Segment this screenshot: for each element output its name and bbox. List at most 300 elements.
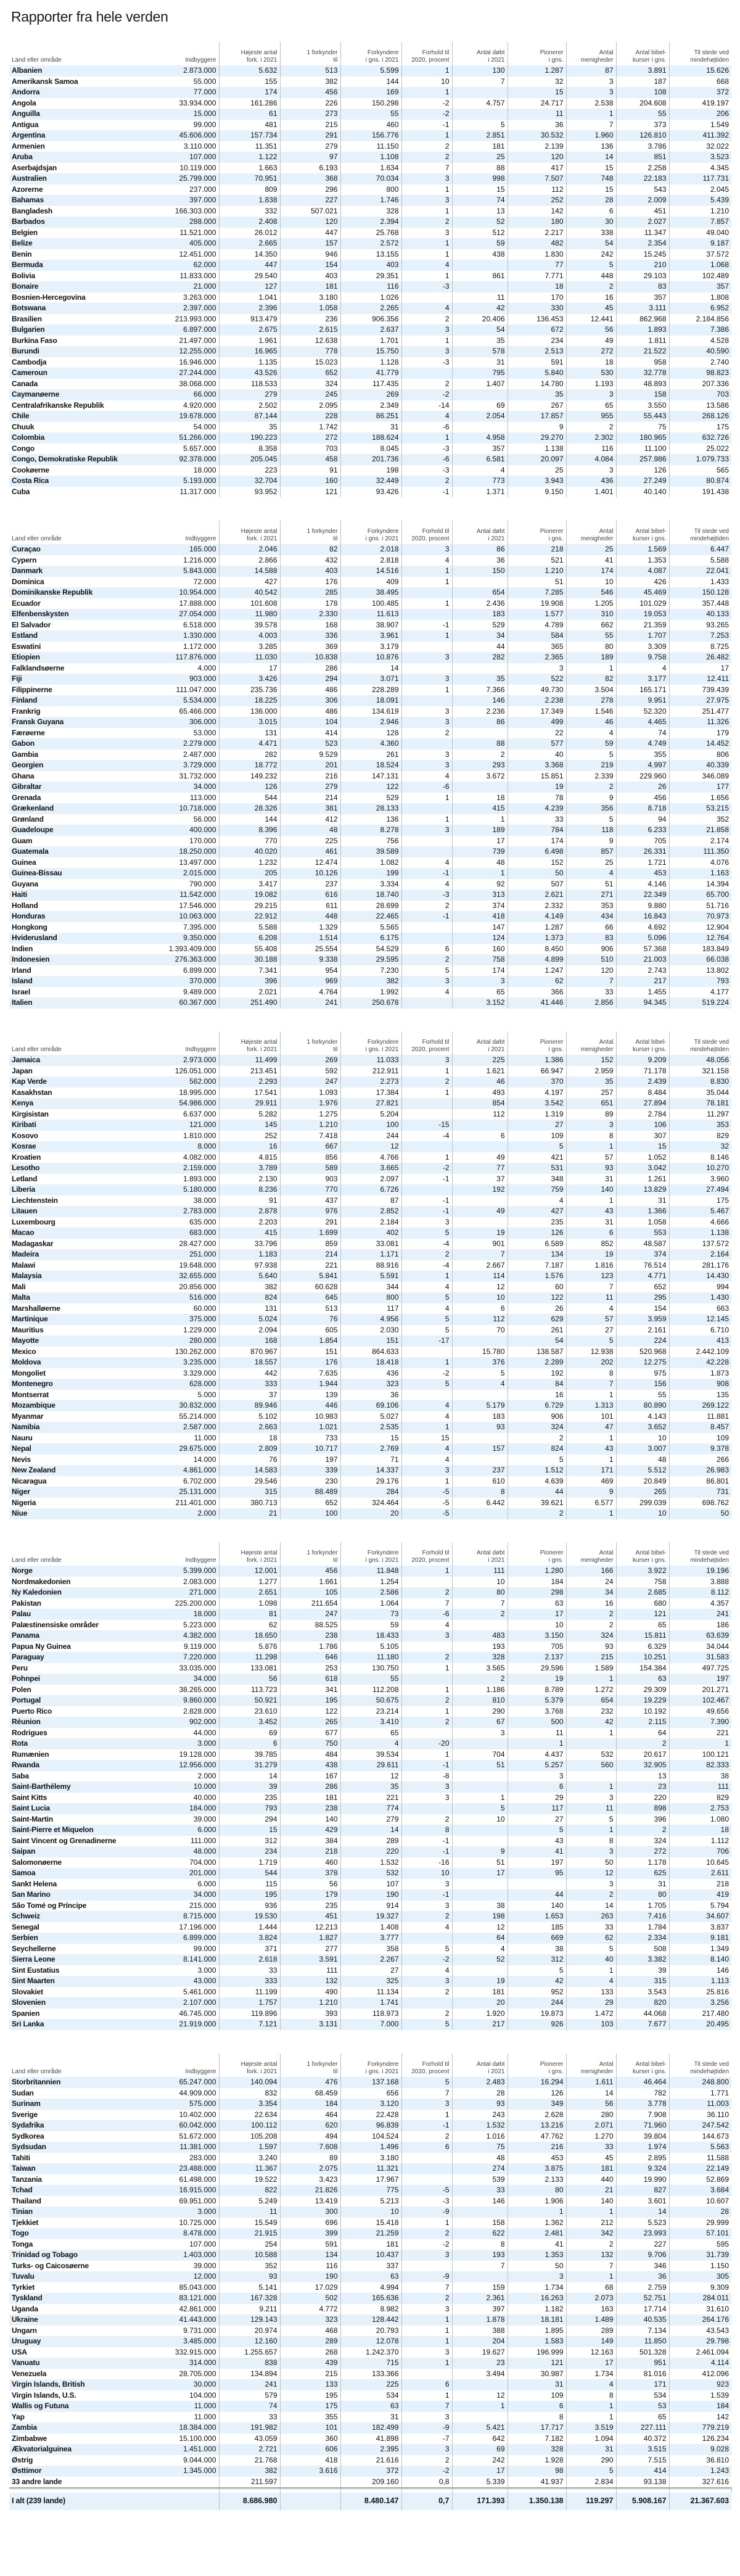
cell-pioneers: 1.928	[508, 2455, 566, 2466]
cell-avg-publishers: 198	[340, 465, 401, 476]
cell-peak-publishers: 190.223	[219, 432, 280, 444]
cell-baptized	[452, 2412, 508, 2423]
cell-peak-publishers: 56	[219, 1674, 280, 1685]
table-row	[9, 1239, 731, 1250]
cell-congregations: 49	[566, 336, 616, 347]
cell-pioneers: 2.289	[508, 1357, 566, 1368]
cell-percent-change: 3	[401, 674, 452, 685]
cell-peak-publishers: 126	[219, 782, 280, 793]
cell-congregations: 24	[566, 1577, 616, 1588]
cell-baptized: 35	[452, 336, 508, 347]
cell-country: Estland	[9, 630, 163, 642]
cell-population: 23.488.000	[163, 2163, 219, 2174]
cell-ratio: 464	[280, 2110, 340, 2121]
cell-congregations: 16	[566, 292, 616, 303]
cell-pioneers: 17.717	[508, 2422, 566, 2434]
cell-avg-publishers: 14	[340, 663, 401, 674]
cell-peak-publishers: 3.354	[219, 2099, 280, 2110]
cell-population: 2.587.000	[163, 1422, 219, 1433]
cell-country: Surinam	[9, 2099, 163, 2110]
cell-congregations: 6	[566, 206, 616, 217]
cell-congregations: 9	[566, 793, 616, 804]
cell-avg-publishers: 2.818	[340, 555, 401, 566]
cell-country: Ecuador	[12, 598, 41, 608]
cell-memorial-attendance: 305	[669, 2271, 731, 2282]
cell-bible-studies: 81.016	[616, 2369, 669, 2380]
cell-bible-studies: 3.382	[616, 1954, 669, 1965]
cell-ratio: 7.608	[280, 2142, 340, 2153]
cell-ratio: 237	[280, 879, 340, 890]
cell-percent-change: -9	[401, 2207, 452, 2218]
table-row	[9, 1487, 731, 1498]
cell-memorial-attendance: 793	[669, 976, 731, 987]
cell-congregations: 263	[566, 1911, 616, 1922]
cell-pioneers: 142	[508, 206, 566, 217]
cell-population: 3.235.000	[163, 1357, 219, 1368]
cell-memorial-attendance: 6.710	[710, 1325, 729, 1334]
spacer-cell	[452, 2488, 508, 2493]
cell-percent-change: 6	[401, 944, 452, 955]
cell-memorial-attendance: 4.528	[710, 336, 729, 345]
cell-percent-change: 5	[401, 1325, 452, 1336]
cell-bible-studies: 39	[616, 1965, 669, 1976]
cell-avg-publishers: 69.106	[340, 1400, 401, 1411]
cell-ratio: 181	[280, 281, 340, 292]
table-row	[9, 357, 731, 368]
cell-memorial-attendance: 197	[669, 1674, 731, 1685]
cell-percent-change: -3	[401, 281, 452, 292]
cell-peak-publishers: 14.583	[219, 1465, 280, 1476]
cell-avg-publishers: 29.595	[340, 954, 401, 965]
cell-ratio: 216	[280, 771, 340, 782]
cell-congregations: 31	[566, 2444, 616, 2455]
cell-population: 46.745.000	[163, 2008, 219, 2020]
cell-baptized: 7.366	[452, 685, 508, 696]
cell-population: 30.832.000	[163, 1400, 219, 1411]
cell-memorial-attendance: 2.164	[669, 1249, 731, 1260]
cell-bible-studies: 553	[616, 1228, 669, 1239]
cell-population: 65.247.000	[163, 2077, 219, 2088]
cell-memorial-attendance: 7.253	[669, 630, 731, 642]
cell-country: Serbien	[9, 1933, 163, 1944]
cell-country: Tchad	[9, 2185, 163, 2196]
cell-country: Seychellerne	[12, 1944, 56, 1953]
cell-population: 2.828.000	[163, 1706, 219, 1717]
cell-memorial-attendance: 36.810	[706, 2455, 729, 2464]
table-row	[9, 997, 731, 1009]
cell-percent-change: 5	[401, 1379, 452, 1390]
cell-peak-publishers: 332	[219, 206, 280, 217]
cell-congregations: 8	[566, 2390, 616, 2401]
cell-bible-studies: 3.959	[616, 1314, 669, 1325]
cell-congregations: 123	[566, 1271, 616, 1282]
cell-peak-publishers: 11.199	[219, 1987, 280, 1998]
cell-pioneers: 234	[508, 336, 566, 347]
column-header-peak-publishers: Højeste antal fork. i 2021	[219, 1031, 280, 1055]
table-row	[9, 465, 731, 476]
cell-percent-change	[401, 1141, 452, 1152]
cell-avg-publishers: 144	[340, 76, 401, 88]
cell-memorial-attendance: 3.256	[669, 1997, 731, 2008]
cell-ratio: 703	[280, 444, 340, 455]
cell-pioneers: 252	[508, 195, 566, 206]
cell-pioneers: 330	[508, 303, 566, 314]
cell-pioneers: 13.216	[508, 2120, 566, 2131]
cell-population: 4.382.000	[163, 1630, 219, 1641]
table-row	[9, 1652, 731, 1663]
cell-peak-publishers: 1.838	[219, 195, 280, 206]
cell-baptized: 28	[452, 2088, 508, 2099]
column-header-peak-publishers: Højeste antal fork. i 2021	[219, 1542, 280, 1566]
cell-percent-change: -1	[401, 1174, 452, 1185]
cell-bible-studies: 45.469	[616, 587, 669, 598]
column-header-population: Indbyggere	[163, 521, 219, 544]
table-row	[9, 2271, 731, 2282]
cell-bible-studies: 5.512	[616, 1465, 669, 1476]
cell-population: 38.068.000	[163, 379, 219, 390]
cell-congregations: 1.546	[566, 706, 616, 717]
cell-avg-publishers: 151	[340, 1335, 401, 1347]
cell-pioneers: 7.285	[508, 587, 566, 598]
cell-pioneers: 2.628	[508, 2110, 566, 2121]
cell-baptized	[452, 2207, 508, 2218]
table-row	[9, 566, 731, 577]
cell-pioneers: 44	[508, 1487, 566, 1498]
cell-avg-publishers: 1.992	[340, 987, 401, 998]
cell-percent-change: 1	[401, 2218, 452, 2229]
table-row	[9, 2077, 731, 2088]
cell-population: 18.995.000	[163, 1088, 219, 1099]
cell-population: 7.395.000	[163, 922, 219, 933]
cell-congregations: 12	[566, 1868, 616, 1879]
cell-bible-studies: 71.178	[616, 1066, 669, 1077]
cell-congregations: 1	[566, 109, 616, 120]
cell-memorial-attendance: 595	[716, 2239, 729, 2248]
cell-population: 92.378.000	[163, 454, 219, 465]
cell-bible-studies: 295	[616, 1292, 669, 1303]
cell-pioneers: 126	[508, 2088, 566, 2099]
cell-ratio: 1.742	[280, 422, 340, 433]
cell-congregations: 3	[566, 465, 616, 476]
cell-avg-publishers: 409	[340, 577, 401, 588]
cell-congregations: 171	[566, 1465, 616, 1476]
cell-congregations: 257	[566, 1088, 616, 1099]
cell-pioneers: 2.481	[508, 2228, 566, 2239]
cell-bible-studies: 3.601	[616, 2196, 669, 2207]
cell-peak-publishers: 55.408	[219, 944, 280, 955]
table-row	[9, 868, 731, 879]
cell-country: New Zealand	[9, 1465, 163, 1476]
cell-memorial-attendance: 10.270	[669, 1163, 731, 1174]
cell-avg-publishers: 261	[340, 749, 401, 761]
column-header-avg-publishers: Forkyndere i gns. i 2021	[340, 2054, 401, 2077]
cell-country: Island	[9, 976, 163, 987]
cell-peak-publishers: 11	[219, 2207, 280, 2218]
cell-ratio: 10.126	[280, 868, 340, 879]
table-row	[9, 2174, 731, 2186]
cell-percent-change	[401, 587, 452, 598]
cell-memorial-attendance: 251.477	[702, 706, 729, 716]
cell-baptized: 36	[452, 555, 508, 566]
cell-bible-studies: 165.171	[616, 685, 669, 696]
cell-pioneers: 136.453	[508, 314, 566, 325]
cell-bible-studies: 307	[616, 1131, 669, 1142]
cell-baptized	[452, 663, 508, 674]
cell-avg-publishers: 1.242.370	[340, 2347, 401, 2358]
cell-avg-publishers: 2.273	[340, 1076, 401, 1088]
cell-memorial-attendance: 3.523	[669, 152, 731, 163]
cell-memorial-attendance: 327.616	[669, 2477, 731, 2488]
cell-percent-change	[401, 2174, 452, 2186]
cell-percent-change: -3	[401, 357, 452, 368]
cell-memorial-attendance: 419	[669, 1889, 731, 1901]
cell-baptized	[452, 1120, 508, 1131]
table-row	[9, 1598, 731, 1609]
cell-ratio: 60.628	[280, 1282, 340, 1293]
cell-pioneers: 98	[508, 2466, 566, 2477]
table-row	[9, 1674, 731, 1685]
cell-ratio: 294	[280, 674, 340, 685]
cell-avg-publishers: 2.265	[340, 303, 401, 314]
cell-avg-publishers: 20	[340, 1508, 401, 1519]
cell-pioneers: 2.513	[508, 346, 566, 357]
table-row	[9, 1566, 731, 1577]
cell-avg-publishers: 3.334	[340, 879, 401, 890]
cell-population: 7.220.000	[163, 1652, 219, 1663]
cell-peak-publishers: 2.651	[219, 1587, 280, 1598]
cell-congregations: 45	[566, 2153, 616, 2164]
cell-memorial-attendance: 207.336	[702, 379, 729, 388]
cell-population: 5.000	[163, 1390, 219, 1401]
cell-avg-publishers: 209.160	[340, 2477, 401, 2488]
cell-population: 2.873.000	[163, 65, 219, 76]
cell-ratio: 750	[280, 1738, 340, 1749]
cell-avg-publishers: 3.777	[340, 1933, 401, 1944]
cell-country: Saba	[12, 1771, 29, 1780]
cell-bible-studies: 373	[616, 120, 669, 131]
table-row	[9, 1282, 731, 1293]
cell-ratio: 384	[280, 1836, 340, 1847]
cell-avg-publishers: 188.624	[340, 432, 401, 444]
cell-congregations: 2.834	[566, 2477, 616, 2488]
cell-percent-change: 3	[401, 1901, 452, 1912]
cell-congregations: 57	[566, 1152, 616, 1163]
cell-baptized	[452, 87, 508, 98]
cell-avg-publishers: 250.678	[340, 997, 401, 1009]
column-header-avg-publishers: Forkyndere i gns. i 2021	[340, 1542, 401, 1566]
cell-avg-publishers: 11.848	[340, 1566, 401, 1577]
cell-bible-studies: 13.829	[616, 1184, 669, 1195]
table-row	[9, 2185, 731, 2196]
cell-memorial-attendance: 10.607	[706, 2196, 729, 2205]
cell-avg-publishers: 122	[340, 782, 401, 793]
cell-avg-publishers: 914	[340, 1901, 401, 1912]
cell-baptized: 357	[452, 444, 508, 455]
cell-avg-publishers: 402	[340, 1228, 401, 1239]
cell-bible-studies: 15.245	[616, 249, 669, 260]
cell-baptized	[452, 1433, 508, 1444]
column-header-pioneers: Pionerer i gns.	[508, 2054, 566, 2077]
table-row	[9, 2228, 731, 2239]
cell-ratio: 324	[280, 379, 340, 390]
cell-avg-publishers: 7.000	[340, 2019, 401, 2030]
cell-percent-change: 4	[401, 1400, 452, 1411]
cell-baptized: 2.667	[452, 1260, 508, 1271]
cell-avg-publishers: 4.956	[340, 1314, 401, 1325]
cell-avg-publishers: 8.480.147	[340, 2493, 401, 2510]
cell-ratio: 190	[280, 2271, 340, 2282]
cell-baptized: 6	[452, 1131, 508, 1142]
cell-peak-publishers: 76	[219, 1455, 280, 1466]
cell-memorial-attendance: 247.542	[669, 2120, 731, 2131]
cell-peak-publishers: 442	[219, 1368, 280, 1379]
cell-avg-publishers: 18.418	[340, 1357, 401, 1368]
cell-congregations: 43	[566, 1206, 616, 1217]
cell-peak-publishers: 2.721	[219, 2444, 280, 2455]
cell-pioneers: 22	[508, 728, 566, 739]
cell-ratio: 611	[280, 901, 340, 912]
table-row	[9, 411, 731, 422]
cell-baptized	[452, 1889, 508, 1901]
cell-baptized: 290	[452, 1706, 508, 1717]
cell-pioneers: 121	[508, 2358, 566, 2369]
cell-population: 1.216.000	[163, 555, 219, 566]
cell-peak-publishers: 870.967	[219, 1347, 280, 1358]
cell-bible-studies: 3.922	[616, 1566, 669, 1577]
cell-percent-change: -2	[401, 389, 452, 400]
cell-congregations	[566, 1738, 616, 1749]
cell-percent-change: -6	[401, 1609, 452, 1620]
cell-memorial-attendance: 8.457	[669, 1422, 731, 1433]
cell-country: Uganda	[12, 2304, 38, 2313]
cell-percent-change: 1	[401, 249, 452, 260]
cell-ratio: 381	[280, 803, 340, 814]
report-table-section	[9, 42, 731, 497]
cell-population: 18.000	[163, 1609, 219, 1620]
cell-peak-publishers: 140.094	[219, 2077, 280, 2088]
cell-peak-publishers: 936	[219, 1901, 280, 1912]
cell-ratio: 969	[280, 976, 340, 987]
cell-country: Aserbajdsjan	[12, 163, 57, 172]
cell-pioneers: 41.937	[508, 2477, 566, 2488]
cell-country: Kosrae	[9, 1141, 163, 1152]
cell-peak-publishers: 167.328	[219, 2293, 280, 2304]
table-row	[9, 1997, 731, 2008]
cell-percent-change: -5	[401, 1498, 452, 1509]
table-row	[9, 577, 731, 588]
cell-percent-change: 5	[401, 1228, 452, 1239]
cell-percent-change: 3	[401, 2412, 452, 2423]
cell-ratio: 3.180	[280, 292, 340, 303]
cell-memorial-attendance: 5.439	[669, 195, 731, 206]
cell-country: Macao	[9, 1228, 163, 1239]
cell-bible-studies: 12.275	[616, 1357, 669, 1368]
cell-population: 41.443.000	[163, 2314, 219, 2326]
cell-peak-publishers: 100.112	[219, 2120, 280, 2131]
cell-congregations: 2	[566, 1620, 616, 1631]
table-row	[9, 1976, 731, 1987]
cell-congregations: 532	[566, 1749, 616, 1761]
cell-peak-publishers: 382	[219, 1282, 280, 1293]
cell-country: Madagaskar	[12, 1239, 54, 1248]
cell-congregations: 62	[566, 1933, 616, 1944]
table-row	[9, 717, 731, 728]
table-row	[9, 379, 731, 390]
cell-country: Ækvatorialguinea	[9, 2444, 163, 2455]
cell-peak-publishers: 371	[219, 1944, 280, 1955]
cell-memorial-attendance: 1.150	[710, 2261, 729, 2270]
cell-memorial-attendance: 6.447	[669, 544, 731, 555]
cell-population: 55.000	[163, 76, 219, 88]
cell-baptized: 4.757	[452, 98, 508, 109]
cell-population: 2.000	[163, 1771, 219, 1782]
column-header-baptized: Antal døbt i 2021	[452, 1031, 508, 1055]
cell-avg-publishers: 63	[340, 2271, 401, 2282]
cell-avg-publishers: 63	[340, 2401, 401, 2412]
table-row	[9, 1868, 731, 1879]
cell-pioneers: 1.182	[508, 2304, 566, 2315]
cell-bible-studies: 508	[616, 1944, 669, 1955]
cell-peak-publishers: 832	[219, 2088, 280, 2099]
cell-population: 575.000	[163, 2099, 219, 2110]
cell-baptized: 397	[452, 2304, 508, 2315]
cell-avg-publishers: 25.768	[340, 228, 401, 239]
table-row	[9, 1620, 731, 1631]
cell-pioneers: 7.182	[508, 2434, 566, 2445]
cell-percent-change: 4	[401, 411, 452, 422]
cell-avg-publishers: 1.026	[340, 292, 401, 303]
cell-pioneers: 41	[508, 2239, 566, 2250]
cell-peak-publishers: 39.578	[219, 620, 280, 631]
cell-percent-change: 2	[401, 1717, 452, 1728]
cell-country: Puerto Rico	[12, 1706, 52, 1715]
cell-population: 12.956.000	[163, 1760, 219, 1771]
cell-percent-change: 2	[401, 1249, 452, 1260]
cell-avg-publishers: 800	[340, 184, 401, 196]
cell-memorial-attendance: 5.588	[710, 555, 729, 564]
cell-percent-change: -5	[401, 1508, 452, 1519]
cell-congregations: 3	[566, 1793, 616, 1804]
cell-baptized: 198	[452, 1911, 508, 1922]
cell-country: Tjekkiet	[12, 2218, 39, 2227]
cell-population: 2.083.000	[163, 1577, 219, 1588]
table-row	[9, 2401, 731, 2412]
cell-country: Filippinerne	[12, 685, 52, 694]
cell-country: Moldova	[9, 1357, 163, 1368]
cell-baptized	[452, 422, 508, 433]
cell-congregations: 11	[566, 1803, 616, 1814]
cell-percent-change: 5	[401, 2019, 452, 2030]
cell-percent-change	[401, 2163, 452, 2174]
cell-peak-publishers: 3.417	[219, 879, 280, 890]
cell-memorial-attendance: 1.163	[669, 868, 731, 879]
cell-avg-publishers: 10	[340, 2207, 401, 2218]
cell-country: Bonaire	[9, 281, 163, 292]
table-row	[9, 663, 731, 674]
cell-peak-publishers: 2.502	[219, 400, 280, 411]
cell-ratio: 733	[280, 1433, 340, 1444]
cell-ratio: 446	[280, 1400, 340, 1411]
cell-ratio: 160	[280, 476, 340, 487]
cell-pioneers: 3.943	[508, 476, 566, 487]
table-row	[9, 130, 731, 141]
cell-population: 11.521.000	[163, 228, 219, 239]
table-row	[9, 271, 731, 282]
table-row	[9, 652, 731, 663]
cell-peak-publishers: 396	[219, 976, 280, 987]
cell-memorial-attendance: 29.999	[706, 2218, 729, 2227]
cell-country: Saint-Martin	[12, 1814, 53, 1823]
